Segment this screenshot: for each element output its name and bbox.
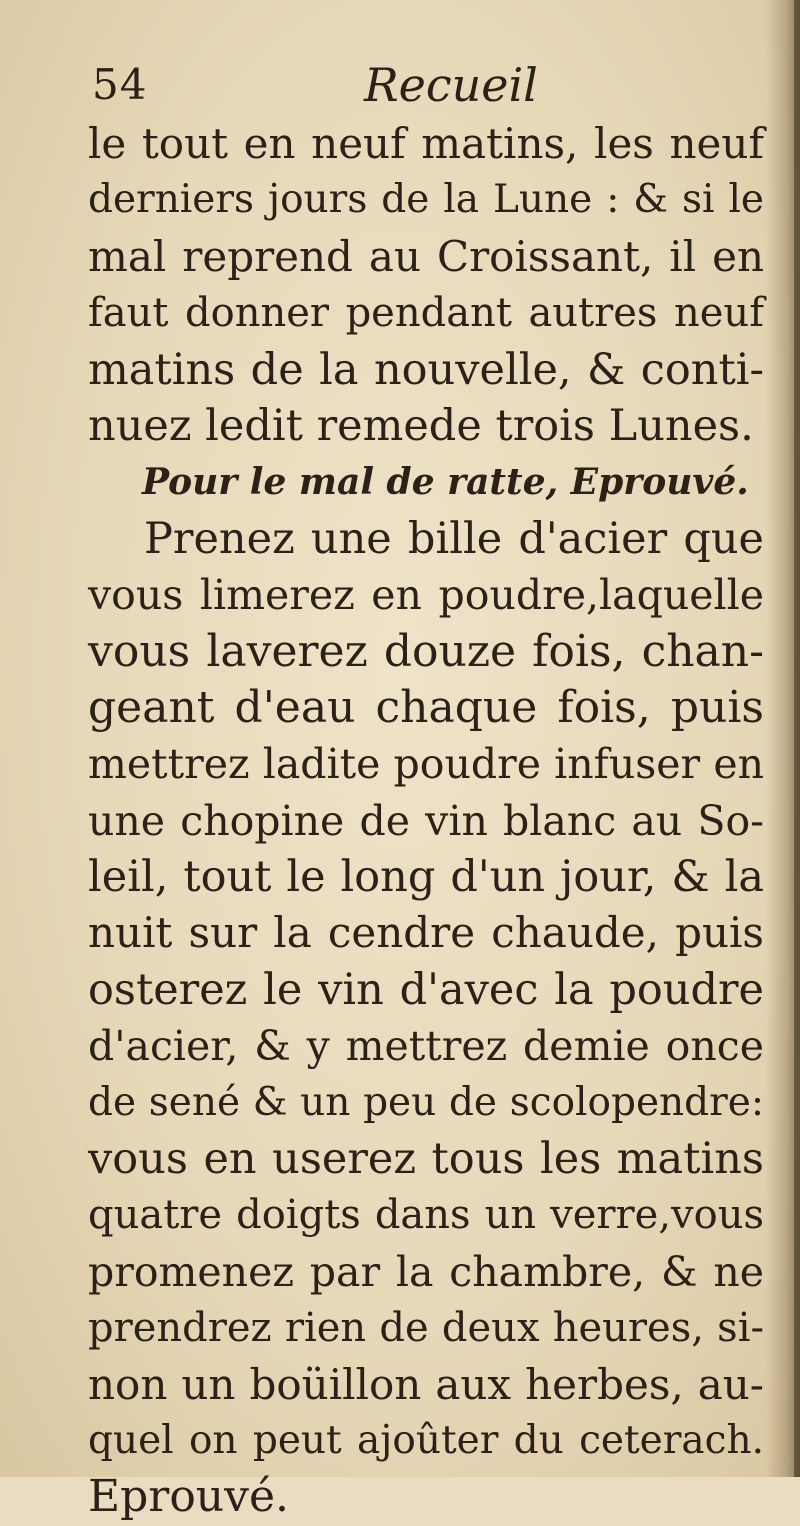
paragraph-line: d'acier, & y mettrez demie once	[88, 1022, 764, 1071]
text-line: mal reprend au Croissant, il en	[88, 231, 764, 281]
paragraph-line: promenez par la chambre, & ne	[88, 1247, 764, 1296]
paragraph-line: quatre doigts dans un verre,vous	[88, 1192, 764, 1239]
text-line: matins de la nouvelle, & conti-	[88, 344, 764, 395]
paragraph-line: vous limerez en poudre,laquelle	[88, 571, 764, 620]
paragraph-line: prendrez rien de deux heures, si-	[88, 1305, 764, 1352]
paragraph-line: une chopine de vin blanc au So-	[88, 796, 764, 845]
text-line: faut donner pendant autres neuf	[88, 290, 764, 337]
paragraph-line: nuit sur la cendre chaude, puis	[88, 908, 764, 958]
paragraph-line: quel on peut ajoûter du ceterach.	[88, 1417, 764, 1463]
paragraph-line: osterez le vin d'avec la poudre	[88, 964, 764, 1015]
page-number: 54	[92, 60, 148, 109]
paragraph-line: non un boüillon aux herbes, au-	[88, 1359, 764, 1409]
paragraph-line: mettrez ladite poudre infuser en	[88, 740, 764, 789]
paragraph-line: Eprouvé.	[88, 1471, 290, 1523]
page-header	[92, 58, 732, 118]
page-edge	[794, 0, 800, 1477]
text-line: nuez ledit remede trois Lunes.	[88, 400, 754, 451]
paragraph-line: geant d'eau chaque fois, puis	[88, 681, 764, 733]
paragraph-line: vous en userez tous les matins	[88, 1134, 764, 1185]
running-title: Recueil	[364, 58, 538, 112]
paragraph-line: Prenez une bille d'acier que	[144, 513, 764, 564]
page-body	[88, 116, 764, 1526]
paragraph-line: de sené & un peu de scolopendre:	[88, 1079, 764, 1125]
paragraph-line: vous laverez douze fois, chan-	[88, 625, 764, 677]
section-heading: Pour le mal de ratte, Eprouvé.	[142, 461, 749, 504]
paragraph-line: leil, tout le long d'un jour, & la	[88, 852, 764, 903]
text-line: le tout en neuf matins, les neuf	[88, 119, 764, 168]
text-line: derniers jours de la Lune : & si le	[88, 177, 764, 223]
